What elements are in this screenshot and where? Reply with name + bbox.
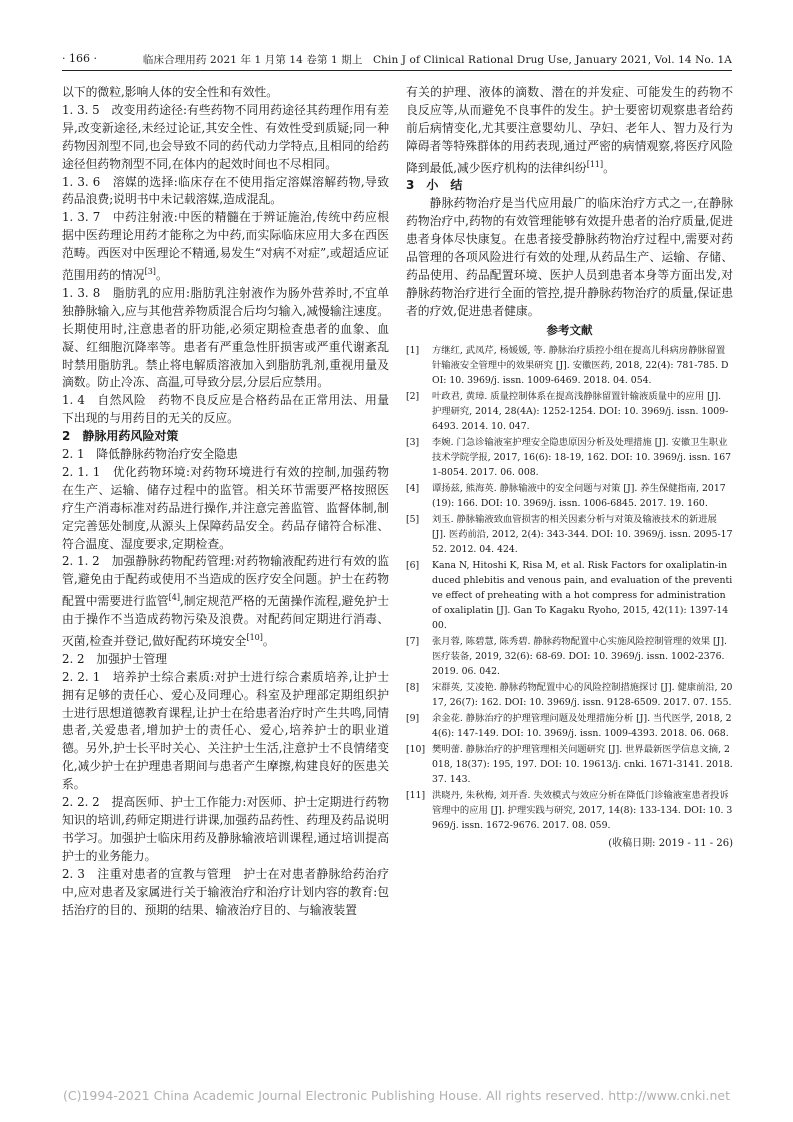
reference-number: [2] <box>406 390 420 402</box>
reference-text: 方继红, 武凤芹, 杨媛媛, 等. 静脉治疗质控小组在提高儿科病房静脉留置针输液安全管理中的效果研究 [J]. 安徽医药, 2018, 22(4): 781-785. DOI: 10. 3969/j. issn. 1009-6469. 2018. 04. 054. <box>432 344 729 386</box>
reference-text: 李婉. 门急诊输液室护理安全隐患原因分析及处理措施 [J]. 安徽卫生职业技术学院学报, 2017, 16(6): 18-19, 162. DOI: 10. 3969/j. issn. 1671-8054. 2017. 06. 008. <box>432 436 732 478</box>
reference-number: [7] <box>406 635 420 647</box>
reference-text: 余金花. 静脉治疗的护理管理问题及处理措施分析 [J]. 当代医学, 2018, 24(6): 147-149. DOI: 10. 3969/j. issn. 1009-4393. 2018. 06. 068. <box>432 712 732 739</box>
reference-item <box>406 343 733 388</box>
reference-item <box>406 389 733 434</box>
reference-number: [10] <box>406 743 426 755</box>
reference-item <box>406 634 733 679</box>
reference-item <box>406 742 733 787</box>
reference-text: Kana N, Hitoshi K, Risa M, et al. Risk Factors for oxaliplatin-induced phlebitis and venous pain, and evaluation of the preventive effect of preheating with a hot compress for administration of oxaliplatin [J]. Gan To Kagaku Ryoho, 2015, 42(11): 1397-1400. <box>432 559 733 631</box>
reference-number: [8] <box>406 681 420 693</box>
reference-text: 樊明蕾. 静脉治疗的护理管理相关问题研究 [J]. 世界最新医学信息文摘, 2018, 18(37): 195, 197. DOI: 10. 19613/j. cnki. 1671-3141. 2018. 37. 143. <box>432 743 733 785</box>
reference-item <box>406 435 733 480</box>
journal-citation-line: 临床合理用药 2021 年 1 月第 14 卷第 1 期上 Chin J of Clinical Rational Drug Use, January 2021, Vol. 14 No. 1A <box>142 54 732 66</box>
reference-number: [5] <box>406 513 420 525</box>
paragraph: 1. 3. 5 改变用药途径:有些药物不同用药途径其药理作用有差异,改变新途径,未经过论证,其安全性、有效性受到质疑;同一种药物因剂型不同,也会导致不同的药代动力学特点,且相同的给药途径但药物剂型不同,在体内的起效时间也不尽相同。 <box>62 102 389 171</box>
reference-item <box>406 558 733 633</box>
section-heading: 3 小 结 <box>406 178 463 193</box>
paragraph: 2. 3 注重对患者的宣教与管理 护士在对患者静脉给药治疗中,应对患者及家属进行关于输液治疗和治疗计划内容的教育:包括治疗的目的、预期的结果、输液治疗目的、与输液装置 <box>62 866 389 917</box>
paragraph <box>62 209 389 285</box>
reference-text: 谭扬兹, 熊海英. 静脉输液中的安全问题与对策 [J]. 养生保健指南, 2017(19): 166. DOI: 10. 3969/j. issn. 1006-6845. 2017. 19. 160. <box>432 482 726 509</box>
citation-mark: [3] <box>144 267 156 277</box>
paragraph: 静脉药物治疗是当代应用最广的临床治疗方式之一,在静脉药物治疗中,药物的有效管理能够有效提升患者的治疗质量,促进患者身体尽快康复。在患者接受静脉药物治疗过程中,需要对药品管理的各项风险进行有效的处理,从药品生产、运输、存储、药品使用、药品配置环境、医护人员到患者本身等方面出发,对静脉药物治疗进行全面的管控,提升静脉药物治疗的质量,保证患者的疗效,促进患者健康。 <box>406 196 733 318</box>
subsection-heading: 2. 1 降低静脉药物治疗安全隐患 <box>62 447 238 462</box>
paragraph: 2. 2. 2 提高医师、护士工作能力:对医师、护士定期进行药物知识的培训,药师定期进行讲课,加强药品药性、药理及药品说明书学习。加强护士临床用药及静脉输液培训课程,通过培训提高护士的业务能力。 <box>62 795 389 863</box>
reference-number: [1] <box>406 344 420 356</box>
paragraph-text: 1. 3. 7 中药注射液:中医的精髓在于辨证施治,传统中药应根据中医药理论用药才能称之为中药,而实际临床应用大多在西医范畴。西医对中医理论不精通,易发生“对病不对症”,或超适应证范围用药的情况 <box>62 210 389 282</box>
reference-number: [4] <box>406 482 420 494</box>
reference-number: [6] <box>406 559 420 571</box>
reference-item <box>406 680 733 710</box>
paragraph-text: 。 <box>262 633 275 648</box>
running-header <box>62 52 732 68</box>
paragraph <box>62 553 389 650</box>
reference-text: 宋群英, 艾凌艳. 静脉药物配置中心的风险控制措施探讨 [J]. 健康前沿, 2017, 26(7): 162. DOI: 10. 3969/j. issn. 9128-6509. 2017. 07. 155. <box>432 681 733 708</box>
header-rule <box>62 70 732 71</box>
citation-mark: [11] <box>586 159 604 169</box>
paragraph <box>406 84 733 177</box>
reference-number: [9] <box>406 712 420 724</box>
reference-text: 刘玉. 静脉输液致血管损害的相关因素分析与对策及输液技术的新进展 [J]. 医药前沿, 2012, 2(4): 343-344. DOI: 10. 3969/j. issn. 2095-1752. 2012. 04. 424. <box>432 513 733 555</box>
reference-number: [11] <box>406 789 426 801</box>
paragraph: 1. 4 自然风险 药物不良反应是合格药品在正常用法、用量下出现的与用药目的无关的反应。 <box>62 393 389 426</box>
paragraph-text: 2. 1. 2 加强静脉药物配药管理:对药物输液配药进行有效的监管,避免由于配药或使用不当造成的医疗安全问题。护士在药物配置中需要进行监管 <box>62 554 389 609</box>
paragraph: 2. 2. 1 培养护士综合素质:对护士进行综合素质培养,让护士拥有足够的责任心、爱心及同理心。科室及护理部定期组织护士进行思想道德教育课程,让护士在给患者治疗时产生共鸣,同情患者,关爱患者,增加护士的责任心、爱心,培养护士的职业道德。另外,护士长平时关心、关注护士生活,注意护士不良情绪变化,减少护士在护理患者期间与患者产生摩擦,构建良好的医患关系。 <box>62 669 389 792</box>
reference-number: [3] <box>406 436 420 448</box>
received-date: (收稿日期: 2019 - 11 - 26) <box>608 837 733 849</box>
page-number: · 166 · <box>62 52 97 65</box>
paragraph: 1. 3. 8 脂肪乳的应用:脂肪乳注射液作为肠外营养时,不宜单独静脉输入,应与其他营养物质混合后均匀输入,减慢输注速度。长期使用时,注意患者的肝功能,必须定期检查患者的血象、血凝、红细胞沉降率等。患者有严重急性肝损害或严重代谢紊乱时禁用脂肪乳。禁止将电解质溶液加入到脂肪乳剂,重视用量及滴数。防止冷冻、高温,可导致分层,分层后应禁用。 <box>62 285 389 390</box>
copyright-footer: (C)1994-2021 China Academic Journal Electronic Publishing House. All rights reserved. http://www.cnki.net <box>63 1088 730 1103</box>
reference-item <box>406 711 733 741</box>
references-list <box>406 343 733 833</box>
left-column <box>62 84 389 919</box>
paragraph-text: 。 <box>603 160 615 175</box>
section-heading: 2 静脉用药风险对策 <box>62 429 179 444</box>
right-column <box>406 84 733 853</box>
references-title: 参考文献 <box>546 322 593 337</box>
citation-mark: [4] <box>168 593 180 603</box>
reference-text: 张月蓉, 陈碧慧, 陈秀碧. 静脉药物配置中心实施风险控制管理的效果 [J]. 医疗装备, 2019, 32(6): 68-69. DOI: 10. 3969/j. issn. 1002-2376. 2019. 06. 042. <box>432 635 727 677</box>
paragraph-text: 有关的护理、液体的滴数、潜在的并发症、可能发生的药物不良反应等,从而避免不良事件的发生。护士要密切观察患者给药前后病情变化,尤其要注意婴幼儿、孕妇、老年人、智力及行为障碍者等特殊群体的用药表现,通过严密的病情观察,将医疗风险降到最低,减少医疗机构的法律纠纷 <box>406 85 733 175</box>
paragraph: 1. 3. 6 溶媒的选择:临床存在不使用指定溶媒溶解药物,导致药品浪费;说明书中未记载溶媒,造成混乱。 <box>62 174 389 207</box>
reference-item <box>406 512 733 557</box>
paragraph: 以下的微粒,影响人体的安全性和有效性。 <box>62 85 279 99</box>
paragraph-text: 。 <box>155 267 168 282</box>
citation-mark: [10] <box>246 633 263 643</box>
reference-item <box>406 788 733 833</box>
paragraph-text: ,制定规范严格的无菌操作流程,避免护士由于操作不当造成药物污染及浪费。对配药间定期进行消毒、灭菌,检查并登记,做好配药环境安全 <box>62 594 389 648</box>
reference-item <box>406 481 733 511</box>
subsection-heading: 2. 2 加强护士管理 <box>62 651 168 666</box>
paragraph: 2. 1. 1 优化药物环境:对药物环境进行有效的控制,加强药物在生产、运输、储存过程中的监管。相关环节需要严格按照医疗生产消毒标准对药品进行操作,并注意完善监管、监督体制,制定完善惩处制度,从源头上保障药品安全。药品存储符合标准、符合温度、湿度要求,定期检查。 <box>62 464 389 551</box>
reference-text: 叶政君, 黄璋. 质量控制体系在提高浅静脉留置针输液质量中的应用 [J]. 护理研究, 2014, 28(4A): 1252-1254. DOI: 10. 3969/j. issn. 1009-6493. 2014. 10. 047. <box>432 390 729 432</box>
reference-text: 洪晓丹, 朱秋梅, 刘开香. 失效模式与效应分析在降低门诊输液室患者投诉管理中的应用 [J]. 护理实践与研究, 2017, 14(8): 133-134. DOI: 10. 3969/j. issn. 1672-9676. 2017. 08. 059. <box>432 789 733 831</box>
